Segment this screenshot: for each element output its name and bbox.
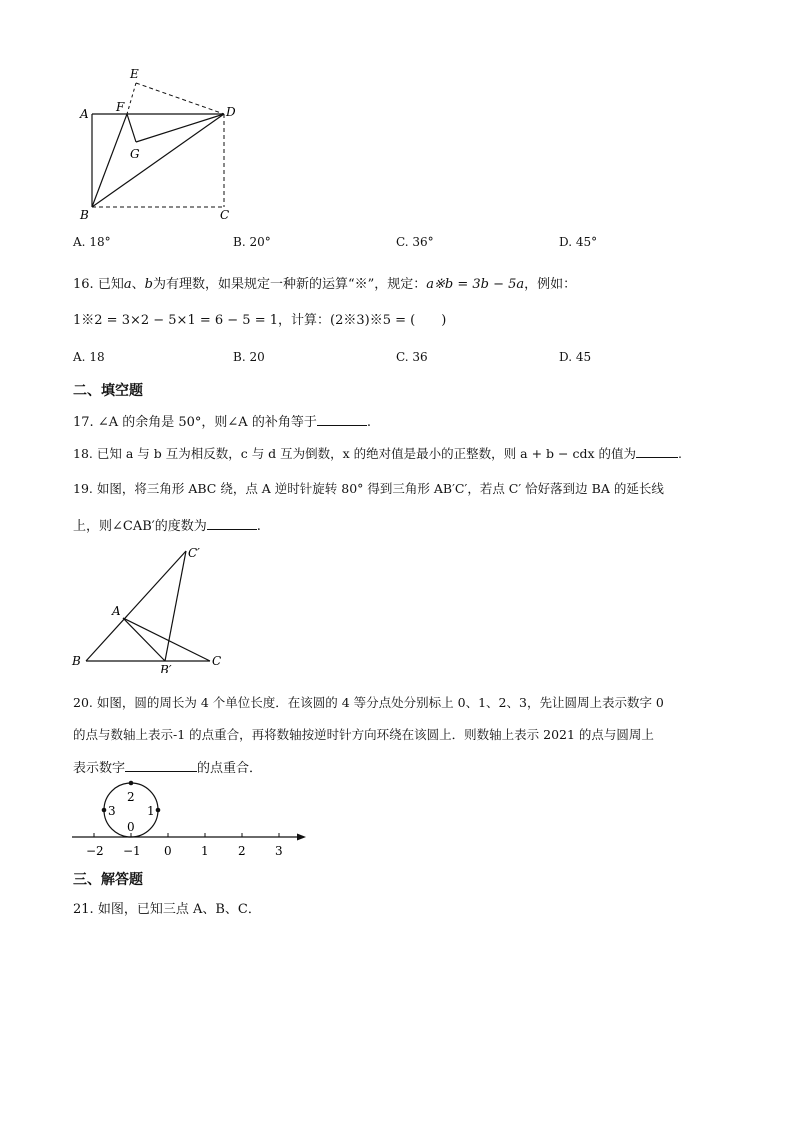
option-value: 36° — [412, 235, 434, 249]
question-number: 16. — [73, 277, 94, 292]
q20-line1 — [73, 695, 664, 710]
q17 — [73, 413, 371, 431]
option-letter: D. — [559, 235, 573, 249]
tick-label: −1 — [123, 844, 141, 858]
q19-line2 — [73, 517, 261, 535]
operation-rule: a※b = 3b − 5a — [426, 277, 525, 292]
figure-q20 — [68, 780, 313, 862]
q18 — [73, 445, 682, 461]
question-text: 的点重合． — [197, 761, 263, 776]
label-C: C — [220, 208, 230, 222]
option-letter: B. — [233, 235, 246, 249]
option-value: 20° — [249, 235, 271, 249]
label-G: G — [130, 147, 140, 161]
label-Bprime: B′ — [160, 663, 172, 673]
option-value: 18 — [89, 350, 105, 364]
tick-label: 1 — [201, 844, 209, 858]
question-number: 21. — [73, 902, 94, 917]
text: . — [256, 519, 261, 534]
figure-q19 — [68, 543, 238, 673]
question-number: 20. — [73, 695, 93, 710]
answer-blank[interactable] — [125, 759, 197, 772]
answer-blank[interactable] — [317, 413, 367, 426]
circle-label-2: 2 — [127, 790, 135, 804]
q16-option-c[interactable] — [396, 350, 428, 364]
segment-BD — [92, 114, 224, 207]
text: 已知 — [97, 277, 124, 292]
option-letter: C. — [396, 350, 409, 364]
option-value: 20 — [249, 350, 265, 364]
question-text: 的点与数轴上表示-1 的点重合，再将数轴按逆时针方向环绕在该圆上．则数轴上表示 2021 的点与圆周上 — [73, 727, 654, 742]
circle-label-0: 0 — [127, 820, 135, 834]
question-text: ∠A 的余角是 50°，则∠A 的补角等于 — [97, 415, 317, 430]
figure-q15 — [70, 62, 250, 227]
option-value: 36 — [412, 350, 428, 364]
option-value: 18° — [89, 235, 111, 249]
q15-option-b[interactable] — [233, 235, 271, 249]
segment-BF — [92, 114, 127, 207]
circle-label-3: 3 — [108, 804, 116, 818]
text: 为有理数，如果规定一种新的运算“※”，规定： — [152, 277, 427, 292]
circle-point-3 — [102, 808, 107, 813]
question-text: 上，则∠CAB′的度数为 — [73, 519, 207, 534]
q15-option-d[interactable] — [559, 235, 597, 249]
label-B: B — [80, 208, 89, 222]
circle-label-1: 1 — [147, 804, 155, 818]
label-E: E — [130, 67, 139, 81]
segment-EF — [127, 83, 136, 114]
question-number: 17. — [73, 415, 94, 430]
tick-label: −2 — [86, 844, 104, 858]
text: ，例如： — [524, 277, 577, 292]
question-text: 已知 a 与 b 互为相反数，c 与 d 互为倒数，x 的绝对值是最小的正整数，则 a + b − cdx 的值为 — [96, 446, 636, 461]
answer-blank[interactable] — [636, 445, 678, 458]
tick-label: 3 — [275, 844, 283, 858]
label-A: A — [112, 604, 121, 618]
example-formula: 1※2 = 3×2 − 5×1 = 6 − 5 = 1 — [73, 313, 279, 328]
option-letter: D. — [559, 350, 573, 364]
option-value: 45 — [575, 350, 592, 364]
question-number: 19. — [73, 481, 93, 496]
segment-ED — [136, 83, 224, 114]
q16-option-d[interactable] — [559, 350, 591, 364]
segment-BCprime — [86, 551, 186, 661]
option-letter: B. — [233, 350, 246, 364]
question-text: 表示数字 — [73, 761, 126, 776]
label-A: A — [80, 107, 89, 121]
q15-option-a[interactable] — [73, 235, 111, 249]
q16-option-a[interactable] — [73, 350, 105, 364]
label-F: F — [116, 100, 125, 114]
text: . — [366, 415, 371, 430]
q19-line1 — [73, 481, 664, 496]
section-title-solve: 三、解答题 — [73, 872, 143, 888]
option-letter: A. — [73, 235, 86, 249]
option-letter: C. — [396, 235, 409, 249]
text: 、 — [131, 277, 145, 292]
option-letter: A. — [73, 350, 86, 364]
var-a: a — [123, 277, 132, 292]
circle-point-2 — [129, 781, 134, 786]
circle-point-1 — [156, 808, 161, 813]
label-B: B — [72, 654, 81, 668]
question-text: 如图，已知三点 A、B、C． — [97, 902, 261, 917]
label-Cprime: C′ — [188, 546, 200, 560]
tick-label: 0 — [164, 844, 172, 858]
section-title-fill-in: 二、填空题 — [73, 383, 143, 399]
q20-line2 — [73, 727, 654, 742]
segment-FG — [127, 114, 136, 142]
var-b: b — [144, 277, 153, 292]
compute-formula: (2※3)※5 = ( ) — [330, 313, 447, 328]
question-text: 如图，圆的周长为 4 个单位长度．在该圆的 4 等分点处分别标上 0、1、2、3，先让圆周上表示数字 0 — [96, 695, 664, 710]
tick-label: 2 — [238, 844, 246, 858]
label-D: D — [226, 105, 236, 119]
segment-ABprime — [123, 618, 165, 661]
text: ，计算： — [278, 313, 331, 328]
question-text: 如图，将三角形 ABC 绕，点 A 逆时针旋转 80° 得到三角形 AB′C′，若点 C′ 恰好落到边 BA 的延长线 — [96, 481, 664, 496]
arrow-right-icon — [297, 834, 306, 841]
q16-option-b[interactable] — [233, 350, 265, 364]
text: . — [677, 446, 682, 461]
q15-option-c[interactable] — [396, 235, 434, 249]
option-value: 45° — [575, 235, 598, 249]
q16-line2 — [73, 313, 446, 329]
segment-GD — [136, 114, 224, 142]
answer-blank[interactable] — [207, 517, 257, 530]
q20-line3 — [73, 759, 262, 777]
q16-line1 — [73, 277, 576, 293]
label-C: C — [212, 654, 222, 668]
question-number: 18. — [73, 446, 93, 461]
q21 — [73, 902, 261, 918]
